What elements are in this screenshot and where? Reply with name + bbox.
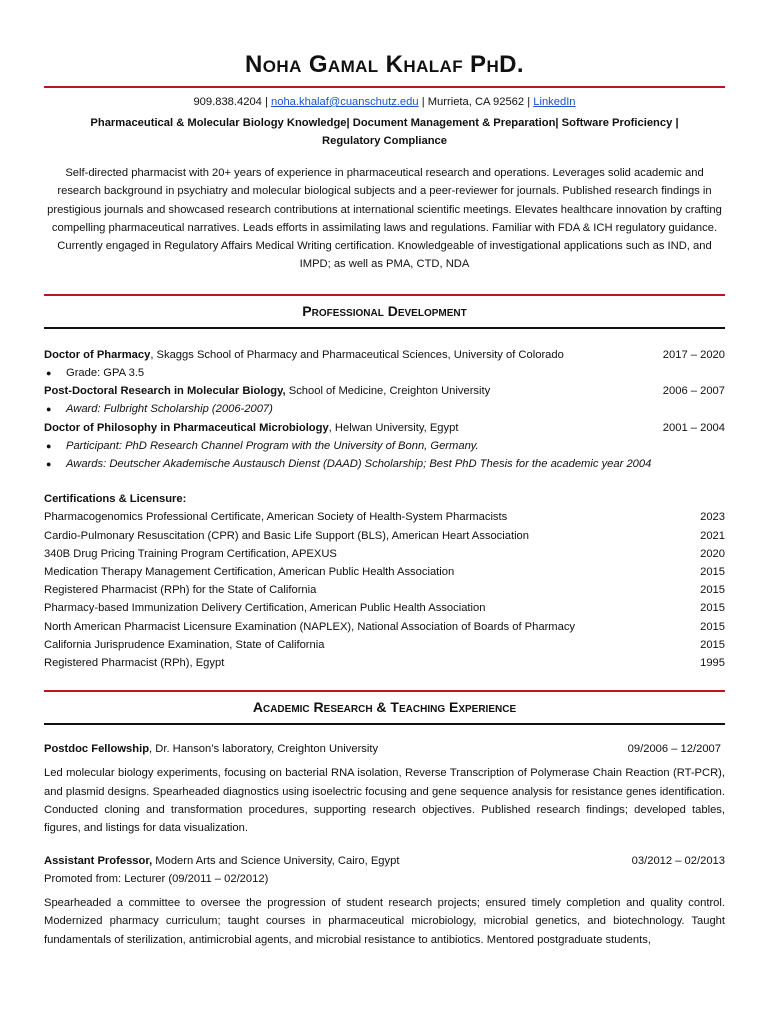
degree-bullet: ● Grade: GPA 3.5 [44, 364, 725, 382]
certifications-list [44, 508, 725, 672]
degree-dates: 2001 – 2004 [662, 421, 725, 434]
certification-name: Registered Pharmacist (RPh), Egypt [44, 657, 225, 670]
degree-row: Doctor of Philosophy in Pharmaceutical Microbiology, Helwan University, Egypt 2001 – 2004 [44, 419, 725, 437]
education-list [44, 346, 725, 473]
certification-row [44, 563, 725, 581]
phone: 909.838.4204 [193, 96, 262, 108]
degree-bullet: ● Award: Fulbright Scholarship (2006-2007) [44, 400, 725, 418]
linkedin-link[interactable]: LinkedIn [533, 96, 576, 108]
certification-row [44, 618, 725, 636]
certification-year: 2021 [700, 529, 725, 542]
position-description: Spearheaded a committee to oversee the progression of student research projects; ensured timely completion and quality control. Modernized pharmacy curriculum; taught courses in pharmaceutical microbiology, microbial genetics, and biotechnology. Taught fundamentals of sterilization, antimicrobial agents, and microbial resistance to antibiotics. Mentored postgraduate students, [44, 897, 725, 946]
certification-row [44, 545, 725, 563]
certification-year: 2023 [700, 511, 725, 524]
certification-name: Pharmacogenomics Professional Certificate, American Society of Health-System Pharmacists [44, 511, 508, 524]
certification-row [44, 527, 725, 545]
certification-name: Pharmacy-based Immunization Delivery Certification, American Public Health Association [44, 602, 486, 615]
certification-name: North American Pharmacist Licensure Examination (NAPLEX), National Association of Boards of Pharmacy [44, 620, 576, 633]
contact-line: 909.838.4204 | noha.khalaf@cuanschutz.edu | Murrieta, CA 92562 | LinkedIn [193, 96, 576, 108]
candidate-name: Noha Gamal Khalaf PhD. [245, 51, 524, 78]
certification-year: 2015 [700, 584, 725, 597]
header-divider [44, 86, 725, 88]
certification-year: 2015 [700, 566, 725, 579]
certification-name: Cardio-Pulmonary Resuscitation (CPR) and Basic Life Support (BLS), American Heart Association [44, 529, 529, 542]
degree-row: Post-Doctoral Research in Molecular Biology, School of Medicine, Creighton University 2006 – 2007 [44, 382, 725, 400]
certification-row [44, 581, 725, 599]
section-title-academic-research: Academic Research & Teaching Experience [252, 699, 517, 716]
email-link[interactable]: noha.khalaf@cuanschutz.edu [271, 96, 419, 108]
section-rule-top [44, 294, 725, 296]
degree-bullet: ● Awards: Deutscher Akademische Austausch Dienst (DAAD) Scholarship; Best PhD Thesis for the academic year 2004 [44, 455, 725, 473]
section-rule-top [44, 690, 725, 692]
section-rule-bottom [44, 327, 725, 329]
certification-year: 2020 [700, 547, 725, 560]
certification-row [44, 508, 725, 526]
skills-summary: Pharmaceutical & Molecular Biology Knowledge| Document Management & Preparation| Software Proficiency | Regulatory Compliance [90, 117, 679, 147]
section-rule-bottom [44, 723, 725, 725]
degree-dates: 2017 – 2020 [662, 348, 725, 361]
degree-bullet: ● Participant: PhD Research Channel Program with the University of Bonn, Germany. [44, 437, 725, 455]
certification-year: 2015 [700, 638, 725, 651]
certification-row [44, 636, 725, 654]
position-entry [44, 740, 725, 837]
degree-dates: 2006 – 2007 [662, 385, 725, 398]
section-title-professional-development: Professional Development [302, 302, 467, 319]
position-description: Led molecular biology experiments, focusing on bacterial RNA isolation, Reverse Transcription of Polymerase Chain Reaction (RT-PCR), and plasmid designs. Spearheaded diagnostics using isoelectric focusing and gene sequence analysis for resistance genes identification. Conducted cloning and transformation procedures, supporting research objectives. Published research findings; developed tables, figures, and listings for data visualization. [44, 767, 725, 835]
certification-row [44, 654, 725, 672]
position-dates: 03/2012 – 02/2013 [631, 854, 725, 867]
resume-page [44, 0, 725, 949]
certification-year: 1995 [700, 657, 725, 670]
position-header: Postdoc Fellowship, Dr. Hanson’s laboratory, Creighton University 09/2006 – 12/2007 [44, 740, 725, 758]
promotion-note: Promoted from: Lecturer (09/2011 – 02/2012) [44, 872, 269, 885]
position-dates: 09/2006 – 12/2007 [627, 743, 721, 756]
certification-year: 2015 [700, 602, 725, 615]
certification-name: California Jurisprudence Examination, State of California [44, 638, 325, 651]
certification-name: 340B Drug Pricing Training Program Certification, APEXUS [44, 547, 337, 560]
certification-row [44, 599, 725, 617]
certification-name: Medication Therapy Management Certification, American Public Health Association [44, 566, 455, 579]
certification-year: 2015 [700, 620, 725, 633]
position-header: Assistant Professor, Modern Arts and Science University, Cairo, Egypt 03/2012 – 02/2013 [44, 852, 725, 870]
location: Murrieta, CA 92562 [427, 96, 525, 108]
position-entry [44, 852, 725, 949]
certifications-heading: Certifications & Licensure: [44, 493, 187, 506]
certification-name: Registered Pharmacist (RPh) for the State of California [44, 584, 317, 597]
degree-row: Doctor of Pharmacy, Skaggs School of Pharmacy and Pharmaceutical Sciences, University of Colorado 2017 – 2020 [44, 346, 725, 364]
professional-summary: Self-directed pharmacist with 20+ years of experience in pharmaceutical research and operations. Leverages solid academic and research background in psychiatry and molecular biological subjects and a peer-reviewer for journals. Published research findings in prestigious journals and showcased research contributions at international scientific meetings. Elevates healthcare innovation by crafting compelling pharmaceutical narratives. Leads efforts in assimilating laws and regulations. Familiar with FDA & ICH regulatory guidance. Currently engaged in Regulatory Affairs Medical Writing certification. Knowledgeable of investigational applications such as IND, and IMPD; as well as PMA, CTD, NDA [47, 167, 722, 271]
